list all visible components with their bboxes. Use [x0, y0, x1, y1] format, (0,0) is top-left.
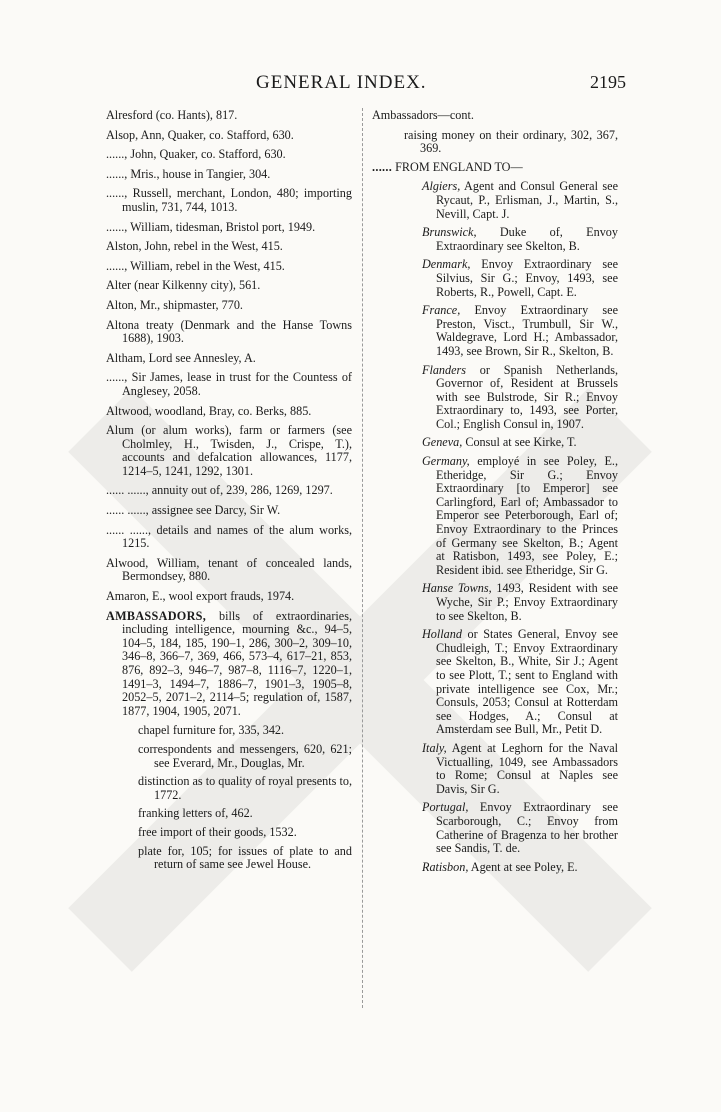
entry-text: free import of their goods, 1532. — [138, 824, 297, 839]
entry-text: Agent at Leghorn for the Naval Victualling, 1049, see Ambassadors to Rome; Consul at Naples see Davis, Sir G. — [436, 740, 618, 796]
entry-text: employé in see Poley, E., Etheridge, Sir G.; Envoy Extraordinary [to Emperor] see Carlingford, Earl of; Ambassador to Emperor see Peterborough, Earl of; Envoy Extraordinary to the Princes of Germany see Skelton, B.; Agent at Ratisbon, 1493, see Poley, E.; Resident ibid. see Etheridge, Sir G. — [436, 454, 618, 577]
index-entry — [372, 742, 618, 796]
entry-text: raising money on their ordinary, 302, 367, 369. — [404, 127, 618, 156]
index-entry — [372, 628, 618, 737]
entry-text: Alston, John, rebel in the West, 415. — [106, 239, 283, 254]
index-entry — [106, 221, 352, 235]
index-entry — [106, 168, 352, 182]
index-entry — [372, 582, 618, 623]
index-entry — [372, 436, 618, 450]
entry-country: Hanse Towns, — [422, 581, 492, 596]
index-entry — [106, 524, 352, 551]
entry-text: Altham, Lord see Annesley, A. — [106, 350, 256, 365]
entry-country: Denmark, — [422, 257, 471, 272]
entry-text: 1493, Resident with see Wyche, Sir P.; Envoy Extraordinary to see Skelton, B. — [436, 581, 618, 623]
entry-text: Envoy Extraordinary see Scarborough, C.; Envoy from Catherine of Bragenza to her brother see Sandis, T. de. — [436, 800, 618, 856]
index-entry — [372, 161, 618, 175]
entry-text: Alum (or alum works), farm or farmers (see Cholmley, H., Twisden, J., Crispe, T.), accounts and defalcation allowances, 1177, 1214–5, 1241, 1292, 1301. — [106, 423, 352, 478]
entry-text: ......, Sir James, lease in trust for the Countess of Anglesey, 2058. — [106, 370, 352, 398]
entry-text: FROM ENGLAND TO— — [392, 159, 523, 174]
entry-country: Portugal, — [422, 800, 469, 815]
index-entry — [372, 801, 618, 855]
entry-text: Agent and Consul General see Rycaut, P., Erlisman, J., Martin, S., Nevill, Capt. J. — [436, 179, 618, 221]
index-entry — [106, 352, 352, 366]
entry-text: ......, John, Quaker, co. Stafford, 630. — [106, 147, 286, 162]
entry-text: ...... ......, assignee see Darcy, Sir W. — [106, 503, 281, 518]
entry-text: Envoy Extraordinary see Silvius, Sir G.; Envoy, 1493, see Roberts, R., Powell, Capt. E. — [436, 257, 618, 299]
entry-text: or States General, Envoy see Chudleigh, T.; Envoy Extraordinary see Skelton, B., White, Sir J.; Agent to see Plott, T.; sent to England with private intelligence see Cox, Mr.; Consuls, 2053; Consul at Rotterdam see Hodges, A.; Consul at Amsterdam see Bull, Mr., Petit D. — [436, 627, 618, 737]
index-entry — [106, 424, 352, 478]
entry-country: Holland — [422, 627, 462, 642]
index-entry — [372, 258, 618, 299]
index-entry — [106, 405, 352, 419]
column-divider — [362, 108, 363, 1008]
entry-text: Consul at see Kirke, T. — [462, 435, 577, 450]
entry-text: Agent at see Poley, E. — [468, 859, 578, 874]
entry-text: franking letters of, 462. — [138, 806, 253, 821]
page-header — [106, 72, 626, 98]
index-entry — [106, 610, 352, 719]
entry-text: Amaron, E., wool export frauds, 1974. — [106, 589, 295, 604]
index-entry — [106, 371, 352, 398]
index-entry — [106, 187, 352, 214]
entry-country: Germany, — [422, 454, 470, 469]
entry-text: ......, Mris., house in Tangier, 304. — [106, 166, 271, 181]
entry-text: Altwood, woodland, Bray, co. Berks, 885. — [106, 403, 312, 418]
entry-text: Alter (near Kilkenny city), 561. — [106, 278, 261, 293]
entry-text: Alwood, William, tenant of concealed lands, Bermondsey, 880. — [106, 555, 352, 584]
entry-text: Alresford (co. Hants), 817. — [106, 108, 238, 122]
page-number: 2195 — [590, 72, 626, 92]
entry-text: Alsop, Ann, Quaker, co. Stafford, 630. — [106, 127, 294, 142]
entry-country: Brunswick, — [422, 225, 477, 240]
index-entry — [372, 861, 618, 875]
entry-text: Ambassadors—cont. — [372, 108, 474, 122]
page-title: GENERAL INDEX. — [256, 72, 427, 93]
index-entry — [372, 180, 618, 221]
index-entry — [106, 826, 352, 840]
entry-text: ......, William, tidesman, Bristol port, 1949. — [106, 219, 316, 234]
index-entry — [106, 148, 352, 162]
entry-text: plate for, 105; for issues of plate to and return of same see Jewel House. — [138, 843, 352, 872]
entry-country: Italy, — [422, 740, 447, 755]
entry-text: correspondents and messengers, 620, 621; see Everard, Mr., Douglas, Mr. — [138, 741, 352, 770]
index-entry — [106, 775, 352, 802]
entry-text: Duke of, Envoy Extraordinary see Skelton, B. — [436, 225, 618, 253]
index-entry — [106, 299, 352, 313]
index-entry — [106, 260, 352, 274]
right-column — [372, 109, 618, 879]
left-column — [106, 109, 352, 877]
entry-text: bills of extraordinaries, including intelligence, mourning &c., 94–5, 104–5, 184, 185, 190–1, 286, 300–2, 309–10, 346–8, 366–7, 369, 466, 573–4, 617–21, 853, 876, 892–3, 946–7, 987–8, 1116–7, 1220–1, 1491–3, 1494–7, 1886–7, 1901–3, 1905–8, 2052–5, 2071–2, 2114–5; regulation of, 1587, 1877, 1904, 1905, 2071. — [122, 608, 352, 718]
entry-text: ......, Russell, merchant, London, 480; importing muslin, 731, 744, 1013. — [106, 186, 352, 214]
entry-text: Alton, Mr., shipmaster, 770. — [106, 297, 243, 312]
entry-text: Altona treaty (Denmark and the Hanse Towns 1688), 1903. — [106, 317, 352, 346]
entry-text: ...... ......, annuity out of, 239, 286, 1269, 1297. — [106, 483, 333, 498]
index-entry — [106, 109, 352, 123]
entry-text: ...... ......, details and names of the alum works, 1215. — [106, 522, 352, 551]
entry-heading: AMBASSADORS, — [106, 608, 207, 623]
entry-text: or Spanish Netherlands, Governor of, Resident at Brussels with see Bulstrode, Sir R.; Envoy Extraordinary to, 1493, see Porter, Col.; English Consul in, 1907. — [436, 362, 618, 431]
entry-country: France, — [422, 303, 461, 318]
entry-text: Envoy Extraordinary see Preston, Visct., Trumbull, Sir W., Waldegrave, Lord H.; Ambassador, 1493, see Brown, Sir R., Skelton, B. — [436, 303, 618, 358]
index-entry — [372, 109, 618, 123]
entry-text: chapel furniture for, 335, 342. — [138, 723, 285, 738]
index-entry — [106, 279, 352, 293]
entry-text: ......, William, rebel in the West, 415. — [106, 258, 285, 273]
entry-country: Algiers, — [422, 179, 461, 194]
entry-text: distinction as to quality of royal presents to, 1772. — [138, 774, 352, 802]
index-entry — [106, 590, 352, 604]
index-entry — [106, 845, 352, 872]
entry-country: Ratisbon, — [422, 859, 469, 874]
index-entry — [106, 129, 352, 143]
entry-country: Geneva, — [422, 435, 463, 450]
index-entry — [372, 364, 618, 432]
index-entry — [106, 240, 352, 254]
index-entry — [106, 319, 352, 346]
index-entry — [372, 304, 618, 358]
index-entry — [372, 455, 618, 577]
index-entry — [106, 557, 352, 584]
entry-heading: ...... — [372, 159, 393, 174]
index-entry — [372, 129, 618, 156]
index-entry — [372, 226, 618, 253]
index-entry — [106, 724, 352, 738]
index-entry — [106, 743, 352, 770]
index-entry — [106, 807, 352, 821]
entry-country: Flanders — [422, 362, 467, 377]
index-entry — [106, 484, 352, 498]
index-entry — [106, 504, 352, 518]
